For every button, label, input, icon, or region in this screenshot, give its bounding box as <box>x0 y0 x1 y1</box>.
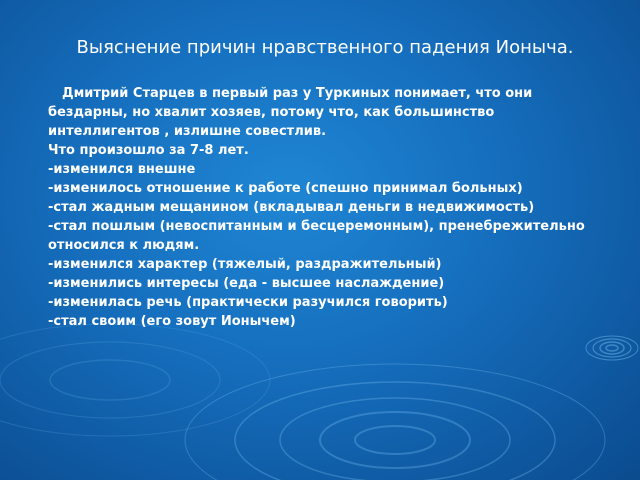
list-item: -изменился характер (тяжелый, раздражительный) <box>48 257 442 272</box>
question-line: Что произошло за 7-8 лет. <box>48 143 249 158</box>
slide-title: Выяснение причин нравственного падения Ионыча. <box>76 37 574 58</box>
list-item: -изменилась речь (практически разучился говорить) <box>48 295 448 310</box>
list-item: -стал жадным мещанином (вкладывал деньги в недвижимость) <box>48 200 535 215</box>
list-item: -стал своим (его зовут Ионычем) <box>48 314 296 329</box>
intro-paragraph: Дмитрий Старцев в первый раз у Туркиных понимает, что они бездарны, но хвалит хозяев, потому что, как большинство интеллигентов , излишне совестлив. <box>48 86 533 139</box>
slide-body <box>48 84 588 331</box>
list-item: -изменились интересы (еда - высшее наслаждение) <box>48 276 445 291</box>
list-item: -стал пошлым (невоспитанным и бесцеремонным), пренебрежительно относился к людям. <box>48 219 585 253</box>
list-item: -изменилось отношение к работе (спешно принимал больных) <box>48 181 523 196</box>
list-item: -изменился внешне <box>48 162 196 177</box>
